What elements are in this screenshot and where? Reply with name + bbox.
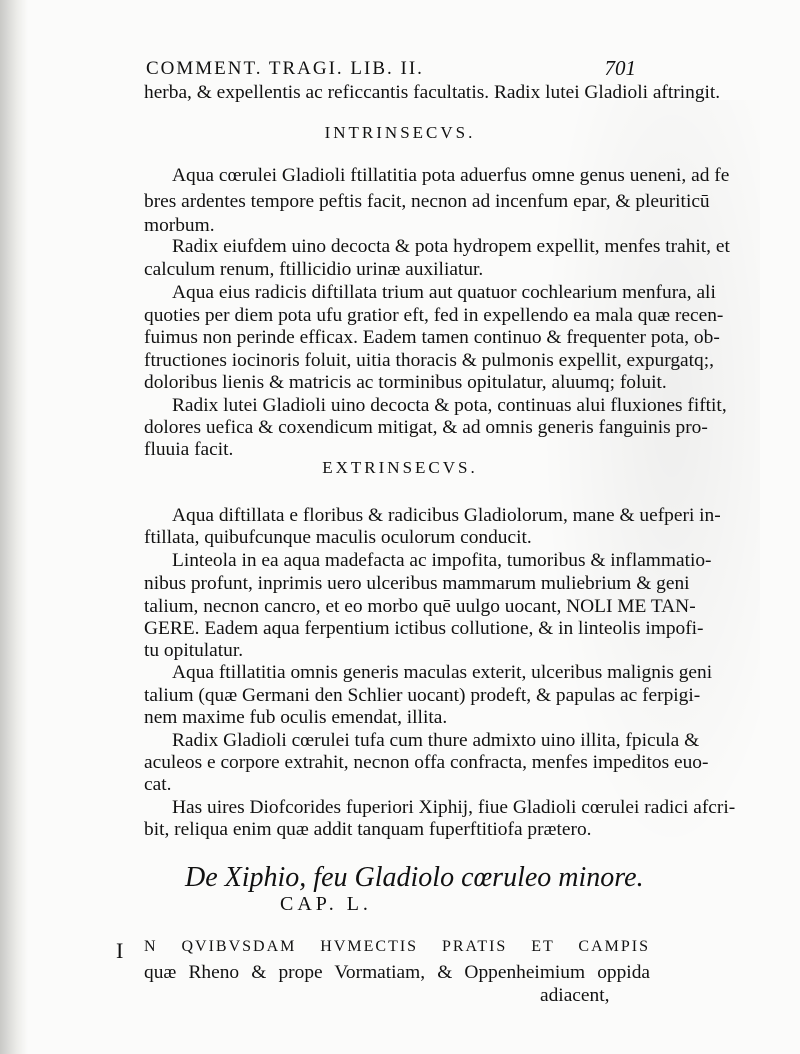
- chapter-number: CAP. L.: [280, 893, 372, 915]
- text-line: tu opitulatur.: [144, 640, 244, 661]
- page-number: 701: [604, 56, 636, 80]
- text-line: cat.: [144, 774, 172, 795]
- text-line: morbum.: [144, 215, 215, 236]
- running-title: COMMENT. TRAGI. LIB. II.: [146, 58, 424, 79]
- text-line: Aqua cœrulei Gladioli ftillatitia pota aduerfus omne genus ueneni, ad fe: [172, 165, 730, 186]
- section-heading-extrinsecus: EXTRINSECVS.: [322, 458, 478, 477]
- running-header: [146, 56, 636, 82]
- opening-caps-line: N QVIBVSDAM HVMECTIS PRATIS ET CAMPIS: [144, 938, 650, 955]
- text-line: dolores uefica & coxendicum mitigat, & ad omnis generis fanguinis pro-: [144, 417, 708, 438]
- text-line: calculum renum, ftillicidio urinæ auxiliatur.: [144, 259, 484, 280]
- text-line: nem maxime fub oculis emendat, illita.: [144, 707, 448, 728]
- text-line: doloribus lienis & matricis ac torminibus opitulatur, aluumq; foluit.: [144, 372, 667, 393]
- continuation-line: herba, & expellentis ac reficcantis facultatis. Radix lutei Gladioli aftringit.: [144, 82, 721, 103]
- text-line: Has uires Diofcorides fuperiori Xiphij, fiue Gladioli cœrulei radici afcri-: [172, 797, 736, 818]
- text-line: Aqua ftillatitia omnis generis maculas exterit, ulceribus malignis geni: [172, 662, 713, 683]
- text-line: talium, necnon cancro, et eo morbo quē uulgo uocant, NOLI ME TAN-: [144, 596, 696, 617]
- text-line: Radix lutei Gladioli uino decocta & pota, continuas alui fluxiones fiftit,: [172, 395, 727, 416]
- text-line: ftructiones iocinoris foluit, uitia thoracis & pulmonis expellit, expurgatq;,: [144, 350, 714, 371]
- text-line: quoties per diem pota ufu gratior eft, fed in expellendo ea mala quæ recen-: [144, 305, 724, 326]
- text-line: adiacent,: [540, 985, 610, 1006]
- text-line: bres ardentes tempore peftis facit, necnon ad incenfum epar, & pleuriticū: [144, 191, 710, 212]
- text-line: Aqua eius radicis diftillata trium aut quatuor cochlearium menfura, ali: [172, 282, 716, 303]
- text-line: Linteola in ea aqua madefacta ac impofita, tumoribus & inflammatio-: [172, 550, 712, 571]
- text-line: Aqua diftillata e floribus & radicibus Gladiolorum, mane & uefperi in-: [172, 505, 721, 526]
- text-line: ftillata, quibufcunque maculis oculorum conducit.: [144, 527, 532, 548]
- text-line: bit, reliqua enim quæ addit tanquam fuperftitiofa prætero.: [144, 819, 592, 840]
- page-gutter-shadow: [0, 0, 28, 1054]
- text-line: nibus profunt, inprimis uero ulceribus mammarum muliebrium & geni: [144, 573, 690, 594]
- chapter-title: De Xiphio, feu Gladiolo cœruleo minore.: [185, 862, 644, 893]
- initial-letter: I: [116, 938, 124, 963]
- text-line: quæ Rheno & prope Vormatiam, & Oppenheimium oppida: [144, 962, 650, 983]
- section-heading-intrinsecus: INTRINSECVS.: [324, 123, 476, 142]
- text-line: aculeos e corpore extrahit, necnon offa confracta, menfes impeditos euo-: [144, 752, 709, 773]
- text-line: Radix eiufdem uino decocta & pota hydropem expellit, menfes trahit, et: [172, 236, 730, 257]
- text-line: fluuia facit.: [144, 439, 234, 460]
- text-line: talium (quæ Germani den Schlier uocant) prodeft, & papulas ac ferpigi-: [144, 685, 701, 706]
- text-line: Radix Gladioli cœrulei tufa cum thure admixto uino illita, fpicula &: [172, 730, 700, 751]
- text-line: fuimus non perinde efficax. Eadem tamen continuo & frequenter pota, ob-: [144, 327, 720, 348]
- text-line: GERE. Eadem aqua ferpentium ictibus collutione, & in linteolis impofi-: [144, 618, 704, 639]
